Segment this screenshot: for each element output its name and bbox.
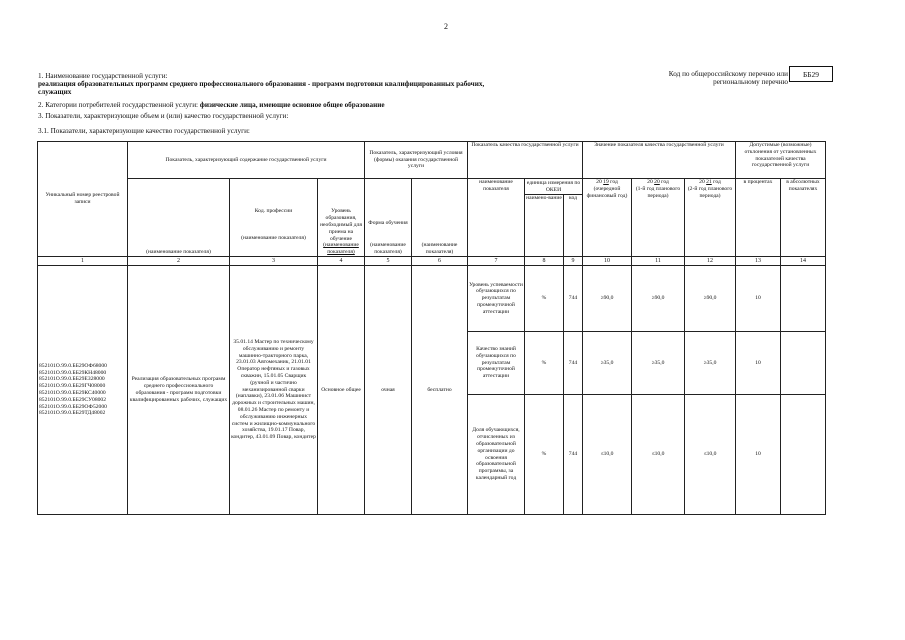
service-name-label: 1. Наименование государственной услуги:: [38, 72, 168, 80]
header-year-3: [685, 179, 736, 257]
column-number: 12: [685, 257, 736, 266]
column-number: 1: [38, 257, 128, 266]
education-level-value: Основное общее: [318, 266, 365, 515]
education-level-paren: (наименование показателя): [323, 242, 359, 256]
header-year-2: [632, 179, 685, 257]
indicator-deviation-absolute: [781, 332, 826, 395]
indicator-code: 744: [564, 332, 583, 395]
indicator-value-year1: ≥90,0: [583, 266, 632, 332]
header-quality-group: Показатель качества государственной услуги: [468, 142, 583, 179]
column-number: 13: [736, 257, 781, 266]
column-number: 10: [583, 257, 632, 266]
consumer-category-line: [38, 101, 385, 110]
education-form-label: Форма обучения: [368, 219, 408, 226]
header-content-2: [230, 179, 318, 257]
okved-label: Код по общероссийскому перечню или региональному перечню: [668, 70, 788, 87]
header-indicator-name: наименование показателя: [468, 179, 525, 257]
indicator-unit: %: [525, 266, 564, 332]
header-content-3: [318, 179, 365, 257]
header-deviation-group: Допустимые (возможные) отклонения от установленных показателей качества государственной услуги: [736, 142, 826, 179]
header-content-1: (наименование показателя): [128, 179, 230, 257]
indicator-code: 744: [564, 266, 583, 332]
column-number: 11: [632, 257, 685, 266]
indicator-value-year2: ≤10,0: [632, 395, 685, 515]
service-name-value: реализация образовательных программ среднего профессионального образования - программ подготовки квалифицированных рабочих,: [38, 80, 485, 88]
indicator-deviation-absolute: [781, 266, 826, 332]
profession-code-label: Код. профессии: [254, 207, 293, 214]
page-number: 2: [444, 22, 448, 31]
header-content-group: Показатель, характеризующий содержание государственной услуги: [128, 142, 365, 179]
column-number: 6: [412, 257, 468, 266]
consumer-category-label: 2. Категории потребителей государственной услуги:: [38, 101, 199, 109]
header-year-1: [583, 179, 632, 257]
year-3-label: 20 21 год: [699, 179, 721, 185]
profession-code-paren: (наименование показателя): [241, 234, 306, 241]
column-number: 8: [525, 257, 564, 266]
indicators-heading: 3. Показатели, характеризующие объем и (или) качество государственной услуги:: [38, 112, 289, 120]
registry-codes: 852101О.99.0.ББ29ОФ68000 852101О.99.0.ББ29КН48000 852101О.99.0.ББ29ЕЗ28000 852101О.99.0.ББ29ГЧ08000 852101О.99.0.ББ29КС40000 852101О.99.0.ББ29СУ08002 852101О.99.0.ББ29ОФ52000 852101О.99.0.ББ29ТД48002: [38, 266, 128, 515]
condition-value: бесплатно: [412, 266, 468, 515]
year-2-label: 20 20 год: [647, 179, 669, 185]
column-number: 4: [318, 257, 365, 266]
indicator-deviation-percent: 10: [736, 395, 781, 515]
column-number: 2: [128, 257, 230, 266]
indicator-code: 744: [564, 395, 583, 515]
education-form-paren: (наименование показателя): [370, 242, 406, 256]
header-conditions-1: [365, 179, 412, 257]
indicator-value-year2: ≥35,0: [632, 332, 685, 395]
program-name: Реализация образовательных программ среднего профессионального образования - программ подготовки квалифицированных рабочих, служащих: [128, 266, 230, 515]
header-percent: в процентах: [736, 179, 781, 257]
header-absolute: в абсолютных показателях: [781, 179, 826, 257]
indicator-value-year3: ≤10,0: [685, 395, 736, 515]
education-level-label: Уровень образования, необходимый для приема на обучение: [320, 208, 362, 242]
indicator-deviation-percent: 10: [736, 332, 781, 395]
quality-section-title: 3.1. Показатели, характеризующие качество государственной услуги:: [38, 127, 250, 135]
indicator-deviation-absolute: [781, 395, 826, 515]
indicator-value-year2: ≥90,0: [632, 266, 685, 332]
header-registry-number: Уникальный номер реестровой записи: [38, 142, 128, 257]
header-conditions-2: (наименование показателя): [412, 179, 468, 257]
indicator-unit: %: [525, 332, 564, 395]
column-number: 3: [230, 257, 318, 266]
indicator-unit: %: [525, 395, 564, 515]
column-number: 9: [564, 257, 583, 266]
quality-indicators-table: [37, 141, 826, 515]
header-unit-name: наимено-вание: [525, 195, 564, 257]
indicator-value-year1: ≤10,0: [583, 395, 632, 515]
okved-code-box: ББ29: [789, 66, 833, 82]
indicator-value-year1: ≥35,0: [583, 332, 632, 395]
indicator-deviation-percent: 10: [736, 266, 781, 332]
year-1-label: 20 19 год: [596, 179, 618, 185]
consumer-category-value: физические лица, имеющие основное общее образование: [199, 101, 385, 109]
indicator-name: Доля обучающихся, отчисленных из образовательной организации до освоения образовательной программы, за календарный год: [468, 395, 525, 515]
indicator-value-year3: ≥90,0: [685, 266, 736, 332]
year-2-desc: (1-й год планового периода): [635, 185, 681, 199]
service-name-value-cont: служащих: [38, 88, 72, 96]
header-conditions-group: Показатель, характеризующий условия (формы) оказания государственной услуги: [365, 142, 468, 179]
header-unit-okei: единица измерения по ОКЕИ: [525, 179, 583, 195]
header-unit-code: код: [564, 195, 583, 257]
year-1-desc: (очередной финансовый год): [586, 185, 628, 199]
indicator-name: Качество знаний обучающихся по результатам промежуточной аттестации: [468, 332, 525, 395]
education-form-value: очная: [365, 266, 412, 515]
header-value-group: Значение показателя качества государственной услуги: [583, 142, 736, 179]
year-3-desc: (2-й год планового периода): [687, 185, 733, 199]
indicator-name: Уровень успеваемости обучающихся по результатам промежуточной аттестации: [468, 266, 525, 332]
column-number: 14: [781, 257, 826, 266]
column-number: 7: [468, 257, 525, 266]
profession-list: 35.01.14 Мастер по техническому обслуживанию и ремонту машинно-тракторного парка, 23.01.03 Автомеханик, 21.01.01 Оператор нефтяных и газовых скважин, 15.01.05 Сварщик (ручной и частично механизированной сварки (наплавки), 23.01.06 Машинист дорожных и строительных машин, 08.01.26 Мастер по ремонту и обслуживанию инженерных систем и жилищно-коммунального хозяйства, 19.01.17 Повар, кондитер, 43.01.09 Повар, кондитер: [230, 266, 318, 515]
indicator-value-year3: ≥35,0: [685, 332, 736, 395]
column-number: 5: [365, 257, 412, 266]
